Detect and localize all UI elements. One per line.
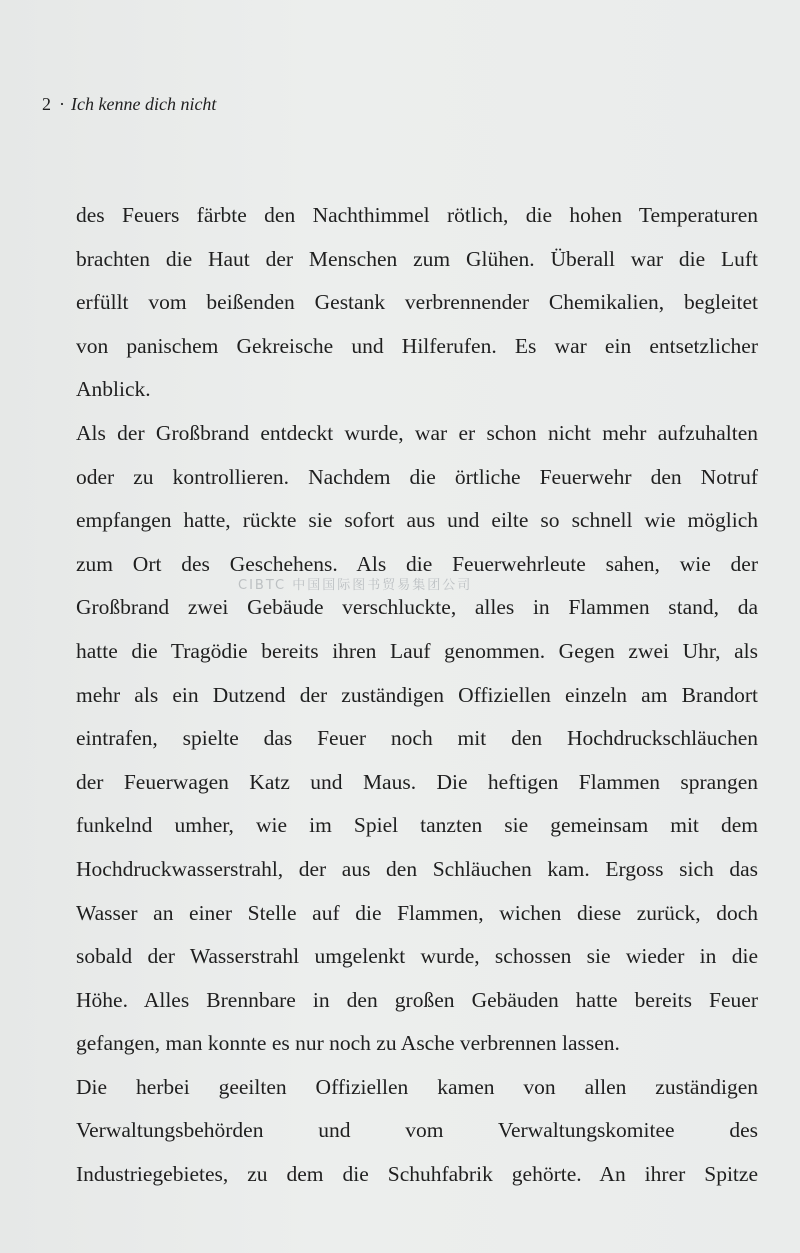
text-line: Industriegebietes, zu dem die Schuhfabrik gehörte. An ihrer Spitze [76, 1162, 758, 1187]
text-line: erfüllt vom beißenden Gestank verbrennender Chemikalien, begleitet [76, 290, 758, 315]
text-line: Hochdruckwasserstrahl, der aus den Schläuchen kam. Ergoss sich das [76, 856, 758, 881]
text-line: von panischem Gekreische und Hilferufen. Es war ein entsetzlicher [76, 333, 758, 358]
text-line: gefangen, man konnte es nur noch zu Asche verbrennen lassen. [76, 1031, 620, 1056]
page-number: 2 [42, 94, 51, 114]
body-text [76, 194, 758, 1197]
text-line: zum Ort des Geschehens. Als die Feuerwehrleute sahen, wie der [76, 551, 758, 576]
running-header [42, 92, 216, 116]
text-line: brachten die Haut der Menschen zum Glühen. Überall war die Luft [76, 246, 758, 271]
text-line: Anblick. [76, 377, 151, 402]
text-line: des Feuers färbte den Nachthimmel rötlich, die hohen Temperaturen [76, 203, 758, 227]
text-line: eintrafen, spielte das Feuer noch mit den Hochdruckschläuchen [76, 726, 758, 751]
text-line: empfangen hatte, rückte sie sofort aus und eilte so schnell wie möglich [76, 508, 758, 533]
watermark: CIBTC 中国国际图书贸易集团公司 [238, 578, 473, 593]
text-line: funkelnd umher, wie im Spiel tanzten sie gemeinsam mit dem [76, 813, 758, 838]
text-line: oder zu kontrollieren. Nachdem die örtliche Feuerwehr den Notruf [76, 464, 758, 489]
book-title: Ich kenne dich nicht [71, 94, 217, 114]
text-line: Wasser an einer Stelle auf die Flammen, wichen diese zurück, doch [76, 900, 758, 925]
text-line: Höhe. Alles Brennbare in den großen Gebäuden hatte bereits Feuer [76, 987, 758, 1012]
text-line: der Feuerwagen Katz und Maus. Die heftigen Flammen sprangen [76, 769, 758, 794]
text-line: Verwaltungsbehörden und vom Verwaltungskomitee des [76, 1118, 758, 1143]
text-line: Als der Großbrand entdeckt wurde, war er schon nicht mehr aufzuhalten [76, 420, 758, 445]
text-line: Großbrand zwei Gebäude verschluckte, alles in Flammen stand, da [76, 595, 758, 620]
text-line: mehr als ein Dutzend der zuständigen Offiziellen einzeln am Brandort [76, 682, 758, 707]
text-line: Die herbei geeilten Offiziellen kamen von allen zuständigen [76, 1074, 758, 1099]
text-line: hatte die Tragödie bereits ihren Lauf genommen. Gegen zwei Uhr, als [76, 638, 758, 663]
text-line: sobald der Wasserstrahl umgelenkt wurde, schossen sie wieder in die [76, 944, 758, 969]
header-separator: · [59, 94, 65, 114]
